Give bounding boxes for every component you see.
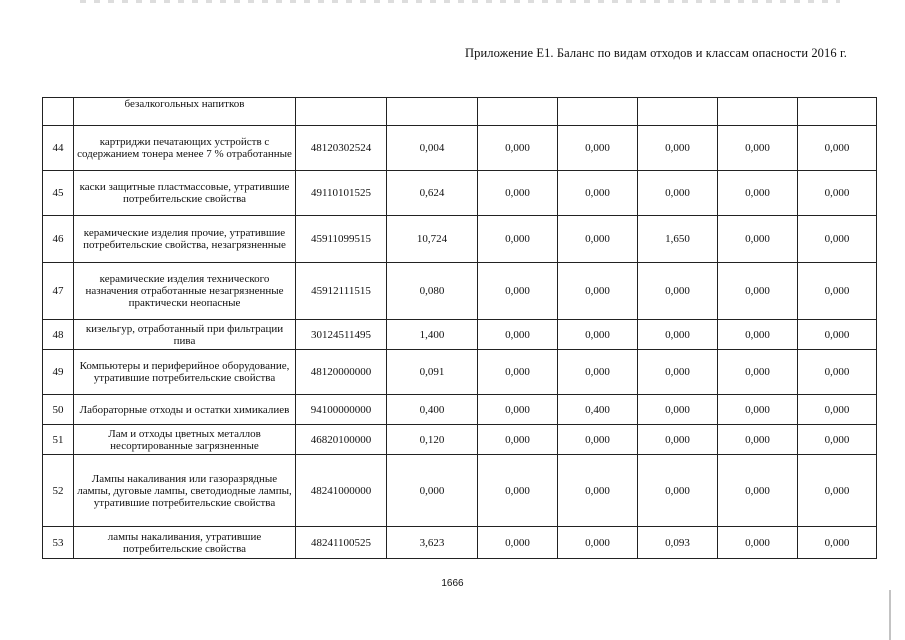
row-number: 45 (43, 171, 74, 216)
value-total: 3,623 (387, 527, 478, 559)
waste-name: безалкогольных напитков (74, 98, 296, 126)
waste-name: Лам и отходы цветных металлов несортированные загрязненные (74, 425, 296, 455)
waste-balance-table (42, 97, 877, 559)
waste-code: 94100000000 (296, 395, 387, 425)
value-total: 0,120 (387, 425, 478, 455)
table-row (43, 350, 877, 395)
row-number: 53 (43, 527, 74, 559)
row-number: 47 (43, 263, 74, 320)
waste-name: керамические изделия прочие, утратившие потребительские свойства, незагрязненные (74, 216, 296, 263)
value-class-2: 0,000 (558, 171, 638, 216)
table-row (43, 126, 877, 171)
table-row (43, 527, 877, 559)
waste-name: лампы накаливания, утратившие потребительские свойства (74, 527, 296, 559)
value-class-5: 0,000 (798, 455, 877, 527)
value-class-5: 0,000 (798, 425, 877, 455)
row-number: 51 (43, 425, 74, 455)
waste-name: керамические изделия технического назначения отработанные незагрязненные практически неопасные (74, 263, 296, 320)
waste-name: картриджи печатающих устройств с содержанием тонера менее 7 % отработанные (74, 126, 296, 171)
value-class-3: 1,650 (638, 216, 718, 263)
value-class-2: 0,000 (558, 527, 638, 559)
table-row (43, 263, 877, 320)
value-class-2: 0,000 (558, 216, 638, 263)
page-title: Приложение Е1. Баланс по видам отходов и классам опасности 2016 г. (465, 46, 847, 60)
row-number: 46 (43, 216, 74, 263)
value-class-3: 0,000 (638, 395, 718, 425)
waste-code: 45911099515 (296, 216, 387, 263)
waste-code: 49110101525 (296, 171, 387, 216)
value-class-5: 0,000 (798, 171, 877, 216)
value-class-4: 0,000 (718, 527, 798, 559)
waste-code (296, 98, 387, 126)
row-number: 50 (43, 395, 74, 425)
value-class-4: 0,000 (718, 425, 798, 455)
value-class-2: 0,000 (558, 263, 638, 320)
value-class-5: 0,000 (798, 395, 877, 425)
value-total: 0,000 (387, 455, 478, 527)
value-class-5: 0,000 (798, 216, 877, 263)
value-class-4: 0,000 (718, 216, 798, 263)
waste-name: кизельгур, отработанный при фильтрации пива (74, 320, 296, 350)
waste-name: Компьютеры и периферийное оборудование, утратившие потребительские свойства (74, 350, 296, 395)
row-number: 44 (43, 126, 74, 171)
value-class-3: 0,000 (638, 263, 718, 320)
value-class-2: 0,000 (558, 126, 638, 171)
value-class-3: 0,000 (638, 425, 718, 455)
row-number: 48 (43, 320, 74, 350)
waste-code: 46820100000 (296, 425, 387, 455)
waste-code: 30124511495 (296, 320, 387, 350)
value-class-4: 0,000 (718, 320, 798, 350)
value-class-1: 0,000 (478, 455, 558, 527)
waste-code: 48241000000 (296, 455, 387, 527)
value-class-1 (478, 98, 558, 126)
value-class-3: 0,000 (638, 350, 718, 395)
value-class-4: 0,000 (718, 263, 798, 320)
value-class-2: 0,000 (558, 455, 638, 527)
value-class-1: 0,000 (478, 425, 558, 455)
value-class-1: 0,000 (478, 350, 558, 395)
value-class-4: 0,000 (718, 171, 798, 216)
table-row (43, 171, 877, 216)
value-class-1: 0,000 (478, 171, 558, 216)
waste-name: Лампы накаливания или газоразрядные лампы, дуговые лампы, светодиодные лампы, утратившие потребительские свойства (74, 455, 296, 527)
value-class-3 (638, 98, 718, 126)
row-number: 49 (43, 350, 74, 395)
value-total: 0,624 (387, 171, 478, 216)
table-row (43, 425, 877, 455)
waste-code: 45912111515 (296, 263, 387, 320)
value-class-1: 0,000 (478, 126, 558, 171)
value-total (387, 98, 478, 126)
value-class-2: 0,000 (558, 320, 638, 350)
value-class-4: 0,000 (718, 455, 798, 527)
value-class-3: 0,093 (638, 527, 718, 559)
row-number: 52 (43, 455, 74, 527)
value-total: 0,091 (387, 350, 478, 395)
table-row (43, 320, 877, 350)
table-row (43, 216, 877, 263)
value-class-2: 0,000 (558, 350, 638, 395)
value-class-1: 0,000 (478, 216, 558, 263)
table-row (43, 395, 877, 425)
value-class-2: 0,000 (558, 425, 638, 455)
value-class-1: 0,000 (478, 527, 558, 559)
value-total: 1,400 (387, 320, 478, 350)
waste-code: 48241100525 (296, 527, 387, 559)
value-class-1: 0,000 (478, 263, 558, 320)
value-class-4: 0,000 (718, 126, 798, 171)
value-class-1: 0,000 (478, 320, 558, 350)
value-class-4 (718, 98, 798, 126)
value-total: 0,400 (387, 395, 478, 425)
value-class-4: 0,000 (718, 350, 798, 395)
value-class-4: 0,000 (718, 395, 798, 425)
value-class-3: 0,000 (638, 126, 718, 171)
value-class-3: 0,000 (638, 171, 718, 216)
value-class-2: 0,400 (558, 395, 638, 425)
value-total: 0,080 (387, 263, 478, 320)
value-class-5: 0,000 (798, 263, 877, 320)
page-number: 1666 (441, 578, 464, 589)
value-class-5: 0,000 (798, 320, 877, 350)
scan-artifact-edge (889, 590, 891, 640)
waste-name: каски защитные пластмассовые, утратившие потребительские свойства (74, 171, 296, 216)
value-total: 0,004 (387, 126, 478, 171)
row-number (43, 98, 74, 126)
value-class-3: 0,000 (638, 320, 718, 350)
value-class-3: 0,000 (638, 455, 718, 527)
value-class-5: 0,000 (798, 350, 877, 395)
value-class-5 (798, 98, 877, 126)
value-class-5: 0,000 (798, 527, 877, 559)
waste-code: 48120000000 (296, 350, 387, 395)
scan-artifact-top (80, 0, 840, 3)
waste-code: 48120302524 (296, 126, 387, 171)
waste-name: Лабораторные отходы и остатки химикалиев (74, 395, 296, 425)
value-class-2 (558, 98, 638, 126)
table-row (43, 98, 877, 126)
value-class-5: 0,000 (798, 126, 877, 171)
value-total: 10,724 (387, 216, 478, 263)
value-class-1: 0,000 (478, 395, 558, 425)
table-row (43, 455, 877, 527)
